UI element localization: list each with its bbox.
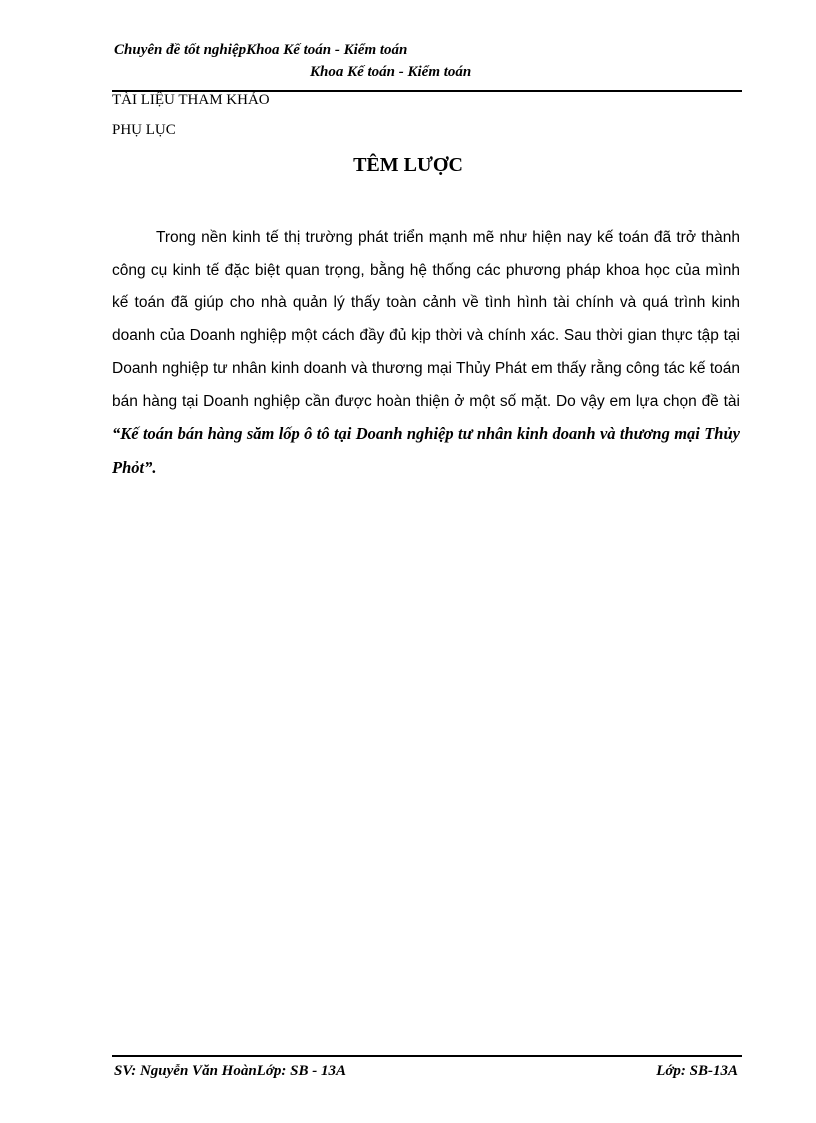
summary-paragraph — [112, 222, 740, 486]
page-header — [112, 42, 742, 92]
toc-appendix: PHỤ LỤC — [112, 122, 176, 138]
footer-class-info: Lớp: SB-13A — [656, 1063, 738, 1079]
thesis-topic: “Kế toán bán hàng săm lốp ô tô tại Doanh nghiệp tư nhân kinh doanh và thương mại Thủy Phỏt” — [112, 424, 740, 477]
paragraph-ending: . — [152, 457, 157, 477]
page-footer — [112, 1055, 742, 1087]
paragraph-text: Trong nền kinh tế thị trường phát triển mạnh mẽ như hiện nay kế toán đã trở thành công cụ kinh tế đặc biệt quan trọng, bằng hệ thống các phương pháp khoa học của mình kế toán đã giúp cho nhà quản lý thấy toàn cảnh về tình hình tài chính và quá trình kinh doanh của Doanh nghiệp một cách đầy đủ kịp thời và chính xác. Sau thời gian thực tập tại Doanh nghiệp tư nhân kinh doanh và thương mại Thủy Phát em thấy rằng công tác kế toán bán hàng tại Doanh nghiệp cần được hoàn thiện ở một số mặt. Do vậy em lựa chọn đề tài — [112, 229, 740, 410]
header-line-1: Chuyên đề tốt nghiệpKhoa Kế toán - Kiểm toán — [114, 42, 408, 58]
header-line-2: Khoa Kế toán - Kiểm toán — [310, 64, 472, 80]
footer-student-info: SV: Nguyễn Văn HoànLớp: SB - 13A — [114, 1063, 346, 1079]
toc-references: TÀI LIỆU THAM KHẢO — [112, 92, 270, 108]
section-title: TÊM LƯỢC — [353, 154, 463, 176]
